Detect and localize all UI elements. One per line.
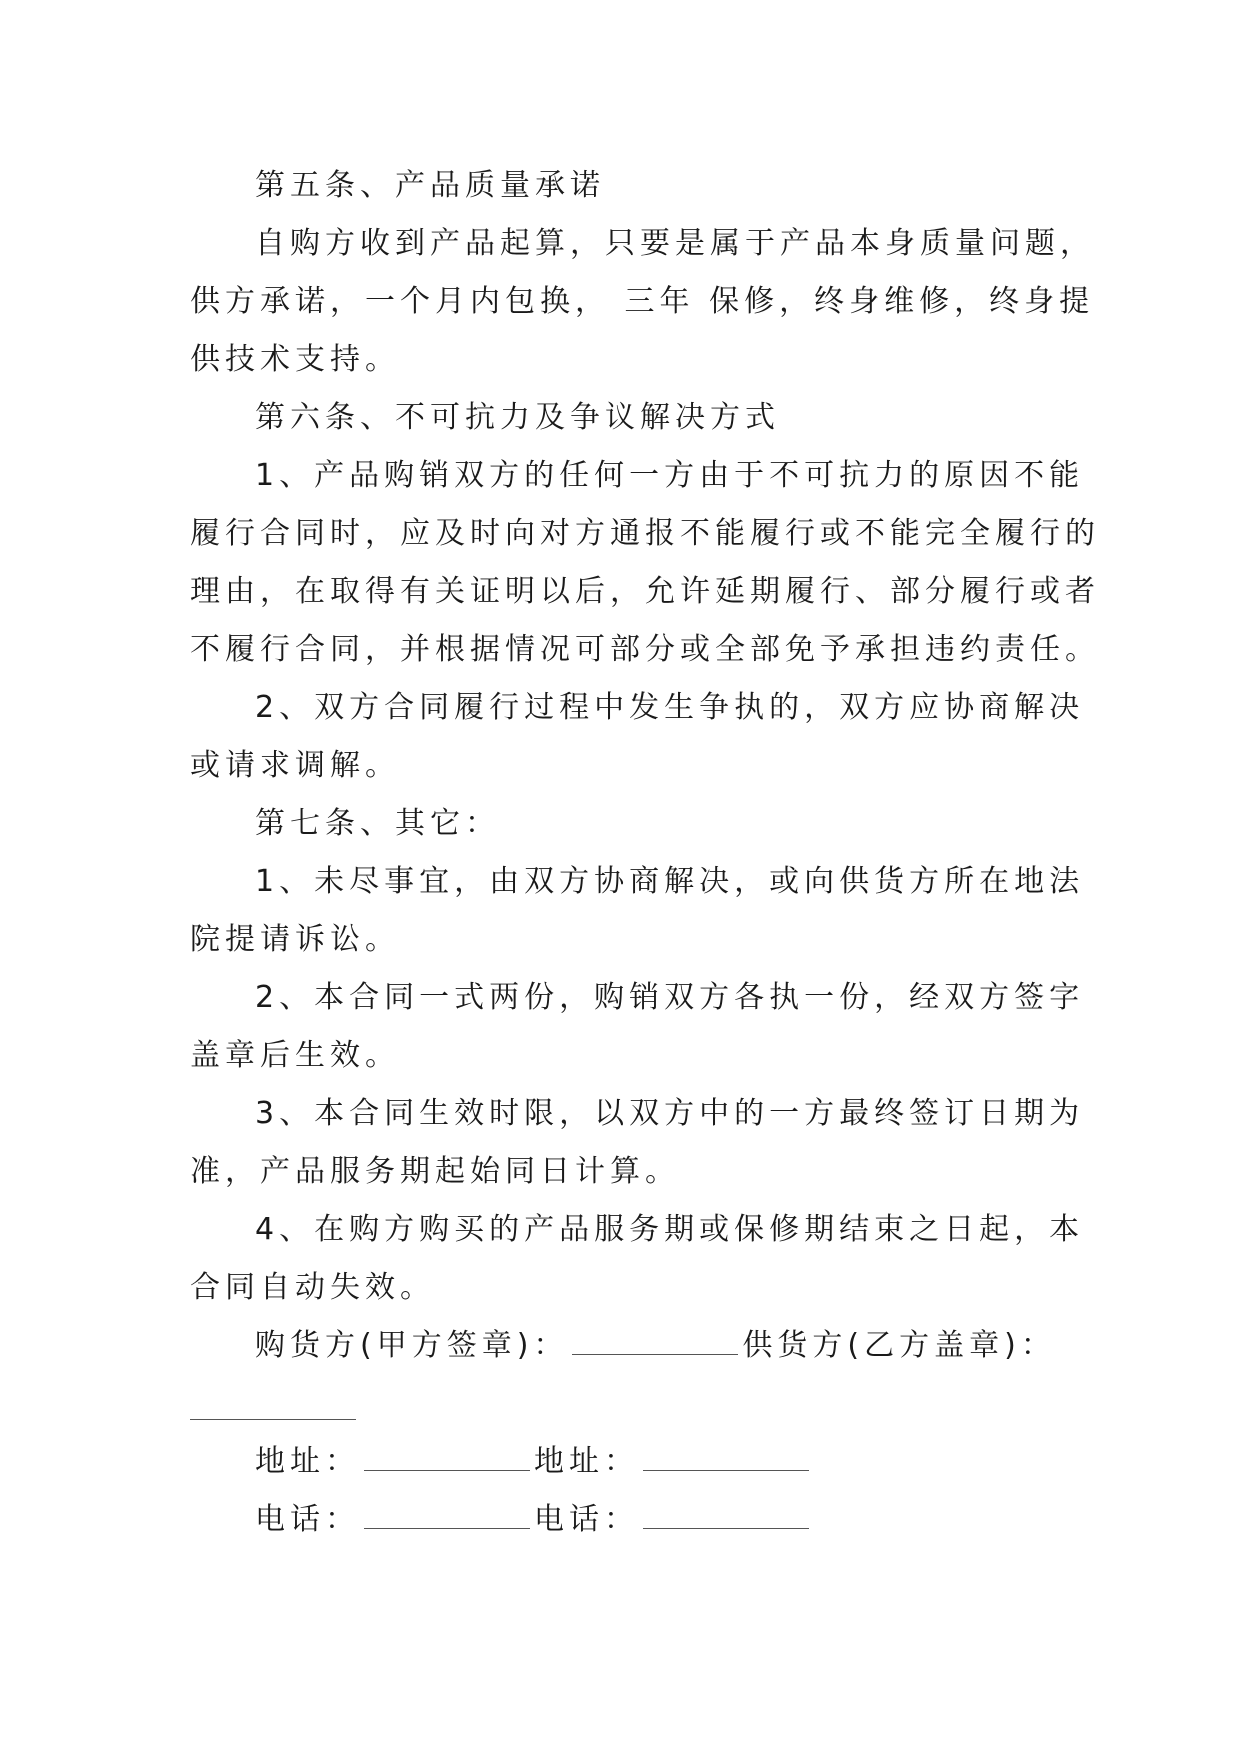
article7-item1-line-2: 院提请诉讼。 [190, 922, 400, 957]
article5-heading: 第五条、产品质量承诺 [255, 168, 605, 203]
article6-item1-line-1: 1、产品购销双方的任何一方由于不可抗力的原因不能 [255, 458, 1085, 493]
seller-sign-blank [190, 1419, 356, 1420]
seller-sign-label: 供货方(乙方盖章)： [742, 1328, 1056, 1363]
article5-line-3: 供技术支持。 [190, 342, 400, 377]
article7-item1-line-1: 1、未尽事宜，由双方协商解决，或向供货方所在地法 [255, 864, 1085, 899]
address-line [255, 1442, 813, 1482]
seller-phone-label: 电话： [534, 1502, 639, 1537]
article7-item4-line-2: 合同自动失效。 [190, 1270, 435, 1305]
buyer-phone-blank [364, 1500, 530, 1529]
seller-address-blank [643, 1442, 809, 1471]
article7-item2-line-2: 盖章后生效。 [190, 1038, 400, 1073]
article7-item3-line-2: 准，产品服务期起始同日计算。 [190, 1154, 680, 1189]
buyer-address-blank [364, 1442, 530, 1471]
article6-item2-line-1: 2、双方合同履行过程中发生争执的，双方应协商解决 [255, 690, 1085, 725]
article5-line-2: 供方承诺，一个月内包换， 三年 保修，终身维修，终身提 [190, 284, 1095, 319]
seller-address-label: 地址： [534, 1444, 639, 1479]
phone-line [255, 1500, 813, 1540]
buyer-address-label: 地址： [255, 1444, 360, 1479]
article6-item1-line-2: 履行合同时，应及时向对方通报不能履行或不能完全履行的 [190, 516, 1100, 551]
article5-line-1: 自购方收到产品起算，只要是属于产品本身质量问题， [255, 226, 1095, 261]
article6-item1-line-4: 不履行合同，并根据情况可部分或全部免予承担违约责任。 [190, 632, 1100, 667]
buyer-phone-label: 电话： [255, 1502, 360, 1537]
article6-heading: 第六条、不可抗力及争议解决方式 [255, 400, 780, 435]
buyer-sign-label: 购货方(甲方签章)： [255, 1328, 569, 1363]
signature-line [255, 1326, 1056, 1366]
article7-item4-line-1: 4、在购方购买的产品服务期或保修期结束之日起，本 [255, 1212, 1085, 1247]
buyer-sign-blank [572, 1326, 738, 1355]
article6-item1-line-3: 理由，在取得有关证明以后，允许延期履行、部分履行或者 [190, 574, 1100, 609]
article7-item3-line-1: 3、本合同生效时限，以双方中的一方最终签订日期为 [255, 1096, 1085, 1131]
article6-item2-line-2: 或请求调解。 [190, 748, 400, 783]
article7-item2-line-1: 2、本合同一式两份，购销双方各执一份，经双方签字 [255, 980, 1085, 1015]
seller-phone-blank [643, 1500, 809, 1529]
article7-heading: 第七条、其它： [255, 806, 500, 841]
